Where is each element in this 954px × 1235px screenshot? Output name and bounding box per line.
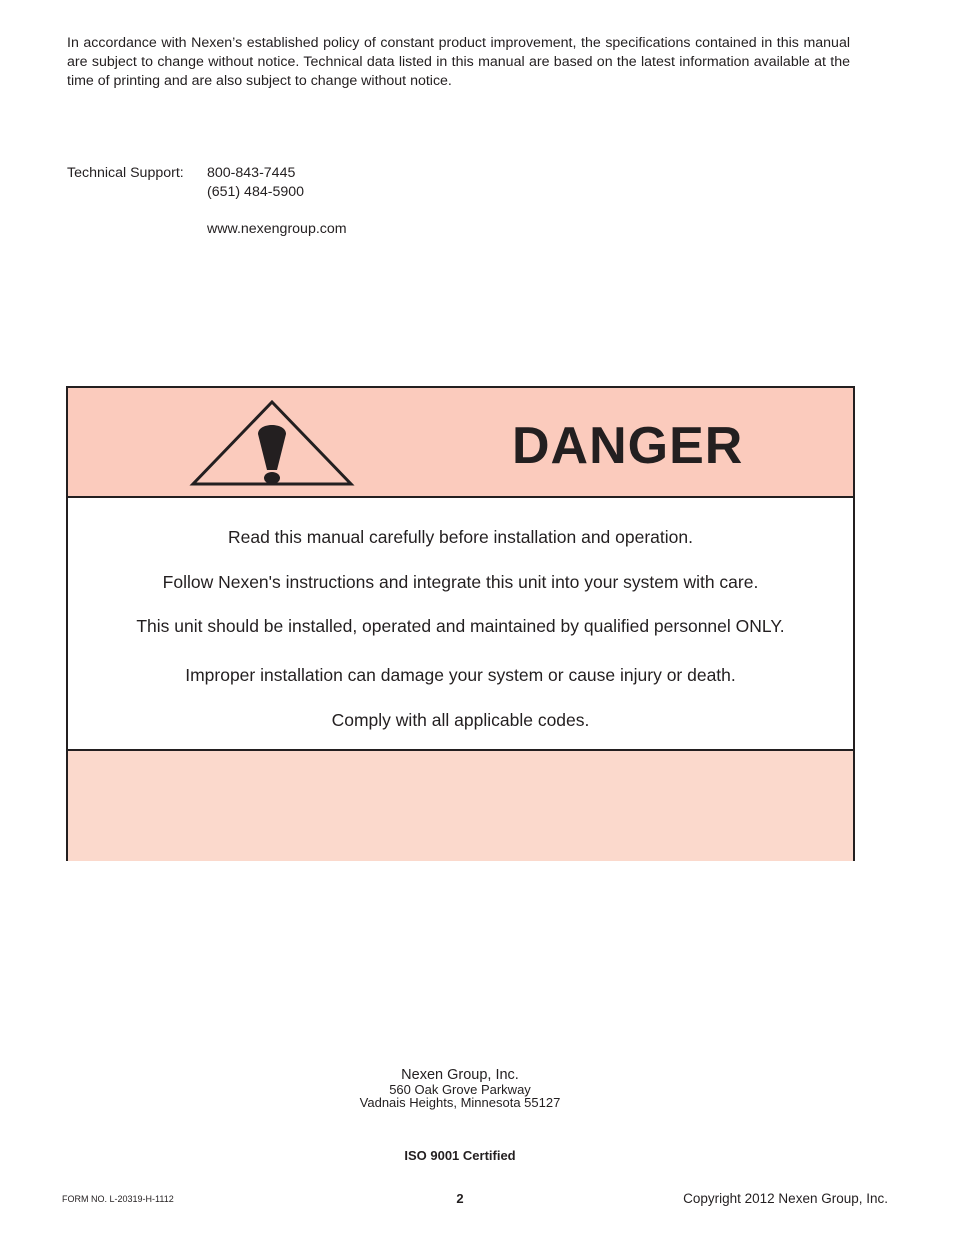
warning-triangle-icon bbox=[188, 398, 356, 488]
support-phone-local: (651) 484-5900 bbox=[207, 184, 305, 200]
danger-header bbox=[68, 388, 853, 498]
danger-title: DANGER bbox=[512, 417, 744, 475]
technical-support-label: Technical Support: bbox=[67, 165, 184, 181]
danger-instruction-line: Read this manual carefully before installation and operation. bbox=[227, 527, 693, 547]
page-number: 2 bbox=[456, 1191, 464, 1206]
company-street-address: 560 Oak Grove Parkway bbox=[389, 1082, 531, 1097]
danger-warning-box bbox=[66, 386, 855, 861]
danger-footer-band bbox=[68, 749, 853, 861]
support-phone-tollfree: 800-843-7445 bbox=[207, 165, 296, 181]
danger-instruction-line: Improper installation can damage your system or cause injury or death. bbox=[185, 665, 736, 685]
danger-instruction-line: Comply with all applicable codes. bbox=[331, 710, 590, 730]
company-name: Nexen Group, Inc. bbox=[401, 1067, 519, 1083]
product-improvement-notice: In accordance with Nexen’s established policy of constant product improvement, the specifications contained in this manual are subject to change without notice. Technical data listed in this manual are based on the latest information available at the time of printing and are also subject to change without notice. bbox=[67, 35, 850, 89]
technical-support-contacts bbox=[207, 164, 347, 239]
danger-instruction-line: This unit should be installed, operated and maintained by qualified personnel ONLY. bbox=[136, 616, 785, 636]
iso-certification: ISO 9001 Certified bbox=[404, 1148, 516, 1163]
copyright-notice: Copyright 2012 Nexen Group, Inc. bbox=[683, 1191, 888, 1206]
support-website-link[interactable]: www.nexengroup.com bbox=[207, 221, 347, 237]
form-number: FORM NO. L-20319-H-1112 bbox=[62, 1194, 174, 1204]
danger-instructions bbox=[68, 498, 853, 749]
danger-instruction-line: Follow Nexen's instructions and integrate this unit into your system with care. bbox=[162, 572, 759, 592]
company-city-state: Vadnais Heights, Minnesota 55127 bbox=[359, 1095, 561, 1110]
